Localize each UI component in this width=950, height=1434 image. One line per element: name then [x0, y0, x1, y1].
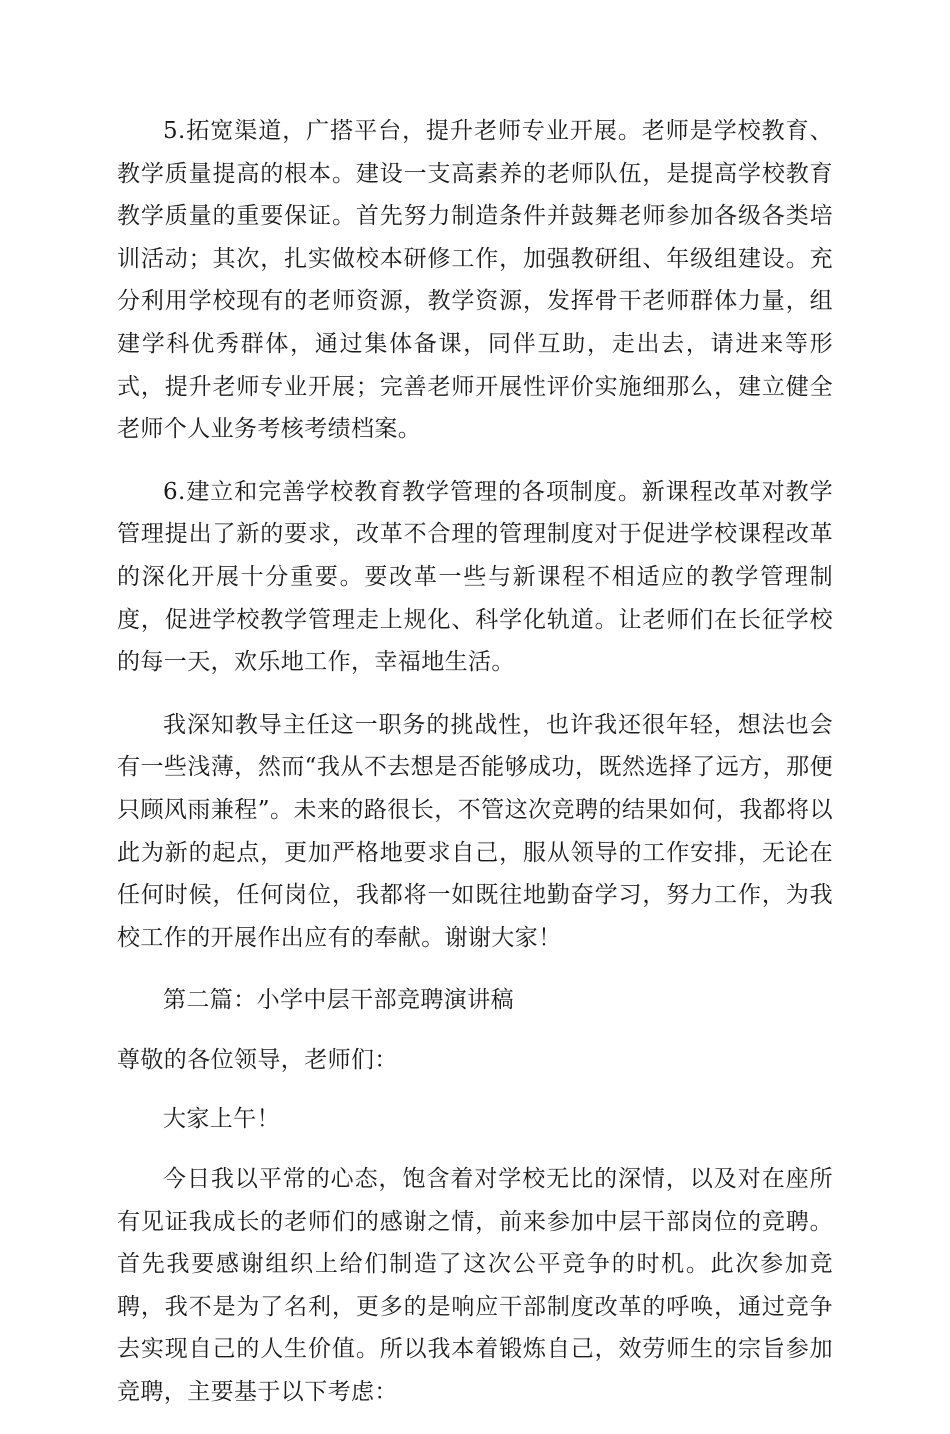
- document-body: [117, 110, 833, 1434]
- greeting: 大家上午！: [163, 1106, 280, 1133]
- paragraph-point-5: 5.拓宽渠道，广搭平台，提升老师专业开展。老师是学校教育、教学质量提高的根本。建设一支高素养的老师队伍，是提高学校教育教学质量的重要保证。首先努力制造条件并鼓舞老师参加各级各类培训活动；其次，扎实做校本研修工作，加强教研组、年级组建设。充分利用学校现有的老师资源，教学资源，发挥骨干老师群体力量，组建学科优秀群体，通过集体备课，同伴互助，走出去，请进来等形式，提升老师专业开展；完善老师开展性评价实施细那么，建立健全老师个人业务考核考绩档案。: [117, 118, 833, 443]
- paragraph-point-6: 6.建立和完善学校教育教学管理的各项制度。新课程改革对教学管理提出了新的要求，改革不合理的管理制度对于促进学校课程改革的深化开展十分重要。要改革一些与新课程不相适应的教学管理制度，促进学校教学管理走上规化、科学化轨道。让老师们在长征学校的每一天，欢乐地工作，幸福地生活。: [117, 478, 833, 676]
- section-title: 第二篇：小学中层干部竞聘演讲稿: [163, 987, 514, 1014]
- paragraph-opening: 今日我以平常的心态，饱含着对学校无比的深情，以及对在座所有见证我成长的老师们的感谢之情，前来参加中层干部岗位的竞聘。首先我要感谢组织上给们制造了这次公平竞争的时机。此次参加竞聘，我不是为了名利，更多的是响应干部制度改革的呼唤，通过竞争去实现自己的人生价值。所以我本着锻炼自己，效劳师生的宗旨参加竞聘，主要基于以下考虑：: [117, 1166, 833, 1406]
- paragraph-closing: 我深知教导主任这一职务的挑战性，也许我还很年轻，想法也会有一些浅薄，然而“我从不去想是否能够成功，既然选择了远方，那便只顾风雨兼程”。未来的路很长，不管这次竞聘的结果如何，我都将以此为新的起点，更加严格地要求自己，服从领导的工作安排，无论在任何时候，任何岗位，我都将一如既往地勤奋学习，努力工作，为我校工作的开展作出应有的奉献。谢谢大家！: [117, 711, 833, 951]
- salutation: 尊敬的各位领导，老师们：: [117, 1046, 398, 1073]
